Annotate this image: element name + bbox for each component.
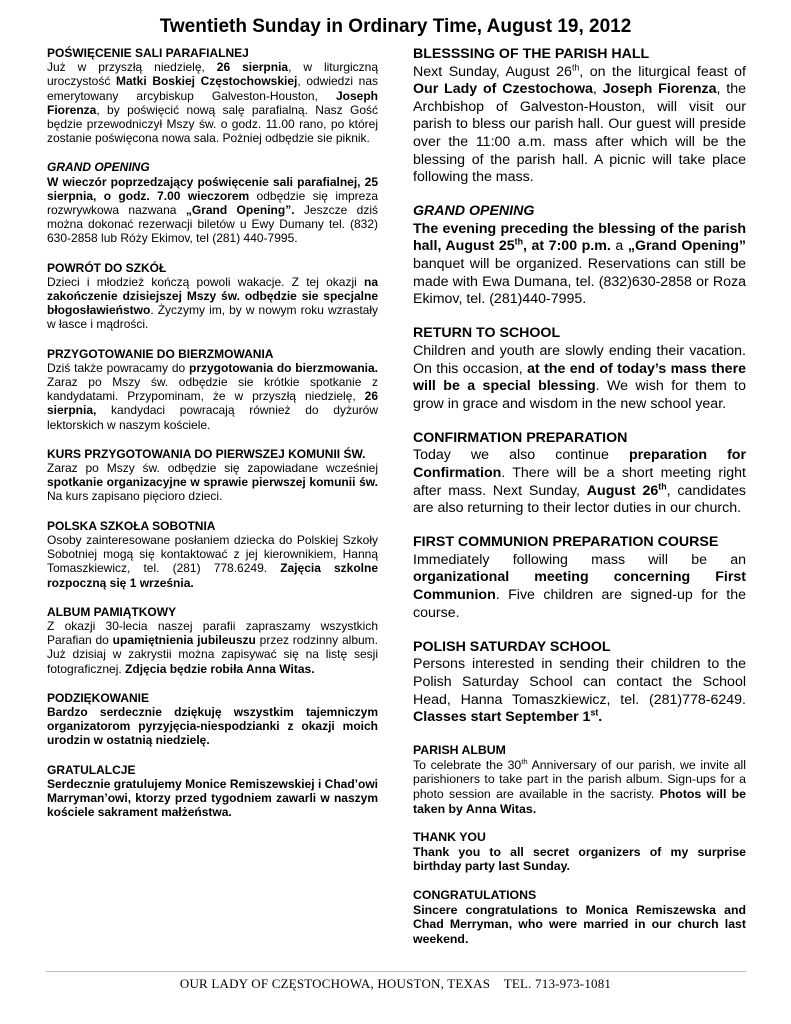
en-congrats-text: Sincere congratulations to Monica Remiszewska and Chad Merryman, who were married in our church last weekend.	[413, 902, 746, 946]
pl-school-text: Dzieci i młodzież kończą powoli wakacje. Z tej okazji	[47, 274, 364, 289]
en-confirmation-date: August 26	[586, 482, 659, 499]
en-opening-when: The evening preceding the blessing of the parish hall, August 25	[413, 220, 746, 255]
pl-opening-heading: GRAND OPENING	[47, 160, 150, 175]
pl-confirmation-topic: przygotowania do bierzmowania.	[189, 360, 378, 375]
pl-saturday-section	[47, 519, 378, 590]
en-album-section	[413, 743, 746, 816]
polish-column	[47, 46, 378, 834]
footer-divider	[46, 971, 746, 972]
pl-saturday-start: Zajęcia szkolne rozpoczną się 1 września.	[47, 561, 379, 590]
pl-school-heading: POWRÓT DO SZKÓŁ	[47, 260, 167, 275]
en-communion-heading: FIRST COMMUNION PREPARATION COURSE	[413, 534, 719, 551]
pl-hall-text: , odwiedzi nas emerytowany arcybiskup Galveston-Houston,	[47, 74, 378, 103]
en-hall-section	[413, 46, 746, 187]
pl-thanks-text: Bardzo serdecznie dziękuję wszystkim tajemniczym organizatorom pyrzyjęcia-niespodzianki z okazji moich urodzin w ostatnią niedzielę.	[47, 704, 378, 748]
pl-confirmation-text: Dziś także powracamy do	[47, 360, 189, 375]
en-communion-text: . Five children are signed-up for the course.	[413, 587, 746, 621]
pl-opening-text: Jeszcze dziś można dokonać rezerwacji biletów u Ewy Dumany tel. (832) 630-2858 lub Róży Ekimov, tel (281) 440-7995.	[47, 203, 379, 246]
en-saturday-heading: POLISH SATURDAY SCHOOL	[413, 638, 611, 655]
en-opening-text: a	[610, 238, 628, 255]
pl-album-jubilee: upamiętnienia jubileuszu	[112, 633, 256, 648]
pl-opening-when: W wieczór poprzedzający poświęcenie sali parafialnej, 25 sierpnia, o godz. 7.00 wieczorem	[47, 174, 378, 203]
pl-album-heading: ALBUM PAMIĄTKOWY	[47, 604, 177, 619]
en-school-section	[413, 325, 746, 413]
pl-communion-meeting: spotkanie organizacyjne w sprawie pierwszej komunii św.	[47, 475, 378, 490]
en-communion-section	[413, 534, 746, 622]
en-hall-sup: th	[571, 61, 580, 72]
pl-hall-feast: Matki Boskiej Częstochowskiej	[116, 74, 298, 89]
en-hall-text: , on the liturgical feast of	[579, 63, 746, 80]
pl-opening-name: „Grand Opening”.	[185, 203, 295, 218]
pl-communion-text: Na kurs zapisano pięcioro dzieci.	[47, 489, 223, 504]
en-album-sup: th	[521, 756, 528, 766]
pl-thanks-heading: PODZIĘKOWANIE	[47, 690, 150, 705]
en-confirmation-text: Today we also continue	[413, 447, 629, 464]
pl-confirmation-date: 26 sierpnia,	[47, 389, 378, 418]
pl-hall-text: Już w przyszłą niedzielę,	[47, 60, 217, 75]
pl-saturday-text: Osoby zainteresowane posłaniem dziecka do Polskiej Szkoły Sobotniej mogą się kontaktować z jej kierownikiem, Hanną Tomaszkiewicz, tel. (281) 778.6249.	[47, 532, 378, 576]
en-confirmation-sup: th	[658, 480, 667, 491]
pl-confirmation-section	[47, 347, 378, 432]
en-saturday-period: .	[598, 709, 603, 726]
en-school-heading: RETURN TO SCHOOL	[413, 325, 561, 342]
en-hall-heading: BLESSSING OF THE PARISH HALL	[413, 46, 650, 62]
pl-hall-heading: POŚWIĘCENIE SALI PARAFIALNEJ	[47, 46, 249, 60]
pl-hall-archbishop: Joseph Fiorenza	[47, 88, 378, 117]
pl-congrats-section	[47, 763, 378, 820]
pl-communion-heading: KURS PRZYGOTOWANIA DO PIERWSZEJ KOMUNII ŚW.	[47, 446, 366, 461]
pl-school-blessing: na zakończenie dzisiejszej Mszy św. odbędzie sie specjalne błogosławieństwo	[47, 274, 378, 318]
pl-album-text: przez rodzinny album. Już dzisiaj w zakrystii można zapisywać się na listę sesji fotograficznej.	[47, 633, 378, 676]
pl-opening-section	[47, 160, 378, 245]
en-school-text: . We wish for them to grow in grace and wisdom in the new school year.	[413, 378, 746, 412]
en-communion-text: Immediately following mass will be an	[413, 551, 746, 568]
pl-communion-section	[47, 447, 378, 504]
en-thanks-heading: THANK YOU	[413, 830, 486, 845]
en-saturday-start: Classes start September 1	[413, 709, 591, 726]
pl-confirmation-text: Zaraz po Mszy św. odbędzie sie krótkie spotkanie z kandydatami. Przypominam, że w przyszłą niedzielę,	[47, 375, 378, 404]
en-hall-feast: Our Lady of Czestochowa	[413, 81, 593, 98]
en-album-text: To celebrate the 30	[413, 757, 522, 772]
pl-album-photographer: Zdjęcia będzie robiła Anna Witas.	[125, 661, 315, 676]
pl-congrats-heading: GRATULALCJE	[47, 762, 136, 777]
en-confirmation-topic: preparation for Confirmation	[413, 447, 746, 481]
pl-confirmation-text: kandydaci powracają również do dyżurów lektorskich w naszym kościele.	[47, 403, 378, 432]
en-congrats-section	[413, 888, 746, 946]
en-confirmation-text: . There will be a short meeting right after mass. Next Sunday,	[413, 464, 746, 499]
en-album-heading: PARISH ALBUM	[413, 743, 506, 758]
pl-congrats-text: Serdecznie gratulujemy Monice Remiszewskiej i Chad’owi Marryman’owi, ktorzy przed tygodniem zawarli w naszym kościele sakrament małżeństwa.	[47, 776, 378, 820]
en-congrats-heading: CONGRATULATIONS	[413, 887, 537, 902]
pl-communion-text: Zaraz po Mszy św. odbędzie się zapowiadane wcześniej	[47, 461, 378, 476]
en-opening-time: , at 7:00 p.m.	[522, 238, 611, 255]
pl-school-section	[47, 261, 378, 332]
en-opening-sup: th	[514, 236, 523, 247]
en-saturday-section	[413, 639, 746, 727]
pl-confirmation-heading: PRZYGOTOWANIE DO BIERZMOWANIA	[47, 346, 274, 361]
en-opening-text: banquet will be organized. Reservations can still be made with Ewa Dumana, tel. (832)630-2858 or Roza Ekimov, tel. (281)440-7995.	[413, 256, 746, 308]
en-confirmation-section	[413, 430, 746, 518]
pl-opening-text: odbędzie się impreza rozwrywkowa nazwana	[47, 188, 379, 218]
en-confirmation-heading: CONFIRMATION PREPARATION	[413, 429, 628, 446]
pl-hall-section	[47, 46, 378, 145]
pl-hall-text: , w liturgiczną uroczystość	[47, 60, 379, 89]
english-column	[413, 46, 746, 960]
pl-album-text: Z okazji 30-lecia naszej parafii zapraszamy wszystkich Parafian do	[47, 618, 378, 648]
pl-thanks-section	[47, 691, 378, 748]
en-thanks-section	[413, 830, 746, 874]
en-confirmation-text: , candidates are also returning to their lector duties in our church.	[413, 482, 746, 517]
page-title: Twentieth Sunday in Ordinary Time, August 19, 2012	[159, 16, 632, 37]
en-opening-section	[413, 203, 746, 309]
en-hall-archbishop: Joseph Fiorenza	[602, 81, 717, 98]
en-communion-meeting: organizational meeting concerning First Communion	[413, 569, 746, 604]
en-hall-text: Next Sunday, August 26	[413, 63, 572, 80]
pl-album-section	[47, 605, 378, 676]
en-school-blessing: at the end of today’s mass there will be a special blessing	[413, 360, 746, 395]
en-saturday-sup: st	[590, 707, 599, 718]
pl-saturday-heading: POLSKA SZKOŁA SOBOTNIA	[47, 518, 216, 533]
pl-school-text: . Życzymy im, by w nowym roku wzrastały w łasce i mądrości.	[47, 303, 378, 332]
en-hall-text: , the Archbishop of Galveston-Houston, will visit our parish to bless our parish hall. Our guest will preside over the 11:00 a.m. mass after which will be the blessing of the parish hall. A picnic will take place following the mass.	[413, 81, 747, 186]
en-opening-name: „Grand Opening”	[627, 238, 746, 255]
pl-hall-text: , by poświęcić nową salę parafialną. Nasz Gość będzie przewodniczył Mszy św. o godz. 11.00 rano, po której zostanie poświęcona nowa sala. Pożniej odbędzie sie piknik.	[47, 102, 378, 146]
en-thanks-text: Thank you to all secret organizers of my surprise birthday party last Sunday.	[413, 844, 746, 874]
en-saturday-text: Persons interested in sending their children to the Polish Saturday School can contact the School Head, Hanna Tomaszkiewicz, tel. (281)778-6249.	[413, 656, 746, 708]
footer: OUR LADY OF CZĘSTOCHOWA, HOUSTON, TEXAS TEL. 713-973-1081	[179, 976, 612, 991]
pl-hall-date: 26 sierpnia	[216, 60, 289, 75]
en-school-text: Children and youth are slowly ending their vacation. On this occasion,	[413, 342, 746, 377]
en-hall-text: ,	[592, 81, 603, 98]
en-opening-heading: GRAND OPENING	[413, 203, 535, 220]
en-album-photographer: Photos will be taken by Anna Witas.	[413, 786, 746, 816]
en-album-text: Anniversary of our parish, we invite all parishioners to take part in the parish album. Sign-ups for a photo session are available in the sacristy.	[413, 757, 746, 801]
